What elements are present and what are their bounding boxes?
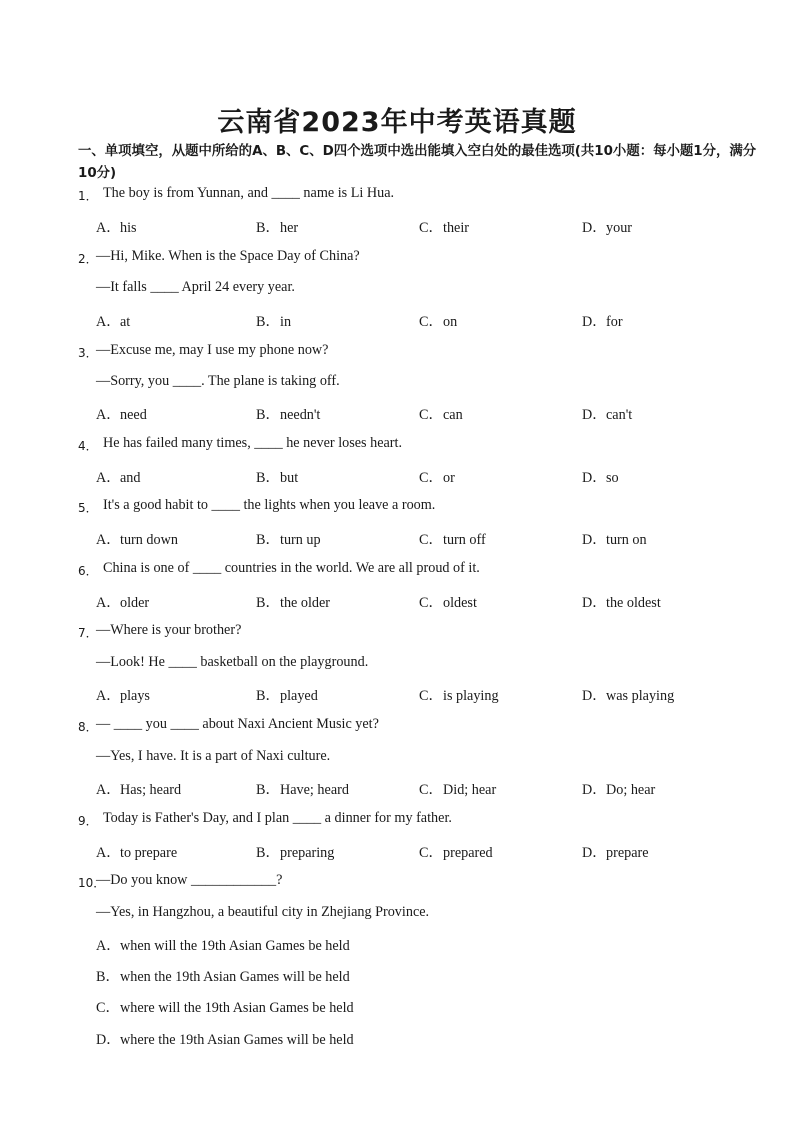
option-letter: C．: [419, 407, 443, 423]
option-text: Did; hear: [443, 782, 497, 798]
question-number: 9．: [78, 814, 98, 828]
option-a: [96, 935, 350, 955]
option-text: but: [280, 470, 299, 486]
option-letter: B．: [256, 688, 280, 704]
option-d: [582, 842, 649, 862]
option-text: at: [120, 314, 131, 330]
option-c: [419, 467, 455, 487]
dialogue-line: —Yes, in Hangzhou, a beautiful city in Zhejiang Province.: [96, 904, 430, 920]
option-b: [256, 467, 298, 487]
option-a: [96, 592, 149, 612]
option-c: [419, 685, 499, 705]
option-c: [419, 529, 486, 549]
option-letter: D．: [582, 314, 607, 330]
section-heading: 一、单项填空，从题中所给的A、B、C、D四个选项中选出能填入空白处的最佳选项(共10小题：每小题1分，满分10分): [78, 144, 757, 181]
option-text: turn on: [606, 532, 647, 548]
option-letter: D．: [582, 595, 607, 611]
option-c: [96, 997, 354, 1017]
option-d: [582, 529, 647, 549]
option-letter: B．: [256, 845, 280, 861]
option-text: where the 19th Asian Games will be held: [120, 1032, 354, 1048]
option-text: prepare: [606, 845, 649, 861]
question-text: The boy is from Yunnan, and ____ name is Li Hua.: [103, 185, 395, 201]
dialogue-line: —Sorry, you ____. The plane is taking off.: [96, 373, 340, 389]
option-letter: A．: [96, 938, 121, 954]
option-letter: C．: [96, 1000, 120, 1016]
option-letter: A．: [96, 407, 121, 423]
question-text: Today is Father's Day, and I plan ____ a dinner for my father.: [103, 810, 452, 826]
option-text: can't: [606, 407, 633, 423]
option-text: prepared: [443, 845, 493, 861]
option-a: [96, 467, 141, 487]
option-c: [419, 217, 469, 237]
option-text: and: [120, 470, 141, 486]
option-text: her: [280, 220, 299, 236]
option-text: turn up: [280, 532, 321, 548]
question-number: 8．: [78, 720, 98, 734]
option-letter: A．: [96, 688, 121, 704]
option-letter: A．: [96, 470, 121, 486]
option-a: [96, 842, 177, 862]
option-letter: A．: [96, 782, 121, 798]
option-letter: A．: [96, 532, 121, 548]
option-letter: D．: [582, 845, 607, 861]
option-letter: D．: [582, 532, 607, 548]
option-c: [419, 404, 463, 424]
option-text: where will the 19th Asian Games be held: [120, 1000, 354, 1016]
option-text: for: [606, 314, 623, 330]
option-text: can: [443, 407, 463, 423]
option-letter: C．: [419, 688, 443, 704]
page-title: 云南省2023年中考英语真题: [217, 107, 577, 138]
option-letter: B．: [256, 407, 280, 423]
option-letter: D．: [96, 1032, 121, 1048]
option-letter: A．: [96, 220, 121, 236]
question-number: 7．: [78, 626, 98, 640]
option-text: was playing: [606, 688, 675, 704]
option-d: [582, 217, 632, 237]
option-d: [582, 779, 655, 799]
option-text: on: [443, 314, 458, 330]
option-text: need: [120, 407, 147, 423]
option-text: the oldest: [606, 595, 661, 611]
option-d: [582, 592, 661, 612]
option-text: turn off: [443, 532, 486, 548]
question-number: 6．: [78, 564, 98, 578]
option-text: Has; heard: [120, 782, 182, 798]
option-b: [256, 404, 320, 424]
option-text: to prepare: [120, 845, 178, 861]
option-text: in: [280, 314, 292, 330]
option-text: his: [120, 220, 137, 236]
option-letter: B．: [256, 595, 280, 611]
option-text: plays: [120, 688, 150, 704]
option-letter: C．: [419, 782, 443, 798]
question-number: 1．: [78, 189, 98, 203]
option-d: [582, 311, 623, 331]
option-a: [96, 779, 181, 799]
option-a: [96, 311, 130, 331]
option-a: [96, 529, 178, 549]
option-letter: B．: [256, 314, 280, 330]
question-number: 5．: [78, 501, 98, 515]
option-text: so: [606, 470, 619, 486]
option-b: [96, 966, 350, 986]
option-b: [256, 217, 298, 237]
option-c: [419, 842, 493, 862]
option-letter: C．: [419, 845, 443, 861]
option-d: [582, 467, 619, 487]
option-letter: C．: [419, 595, 443, 611]
option-text: when the 19th Asian Games will be held: [120, 969, 350, 985]
option-letter: B．: [256, 220, 280, 236]
option-letter: B．: [256, 470, 280, 486]
option-b: [256, 779, 349, 799]
question-text: —Excuse me, may I use my phone now?: [96, 342, 329, 358]
option-b: [256, 685, 318, 705]
option-letter: A．: [96, 845, 121, 861]
option-d: [96, 1029, 354, 1049]
option-letter: C．: [419, 220, 443, 236]
dialogue-line: —Look! He ____ basketball on the playground.: [96, 654, 369, 670]
option-letter: C．: [419, 470, 443, 486]
option-text: your: [606, 220, 633, 236]
option-text: preparing: [280, 845, 335, 861]
option-c: [419, 311, 457, 331]
option-a: [96, 685, 150, 705]
option-text: played: [280, 688, 318, 704]
question-text: —Do you know ____________?: [96, 872, 283, 888]
option-text: their: [443, 220, 469, 236]
option-letter: D．: [582, 782, 607, 798]
option-letter: B．: [256, 532, 280, 548]
option-text: needn't: [280, 407, 321, 423]
option-letter: D．: [582, 470, 607, 486]
question-number: 2．: [78, 252, 98, 266]
option-text: when will the 19th Asian Games be held: [120, 938, 350, 954]
option-letter: A．: [96, 314, 121, 330]
option-text: turn down: [120, 532, 178, 548]
option-letter: A．: [96, 595, 121, 611]
option-b: [256, 529, 321, 549]
option-letter: C．: [419, 532, 443, 548]
option-letter: D．: [582, 407, 607, 423]
option-letter: B．: [96, 969, 120, 985]
option-a: [96, 217, 137, 237]
question-text: —Where is your brother?: [96, 622, 242, 638]
option-d: [582, 404, 632, 424]
question-number: 4．: [78, 439, 98, 453]
option-text: the older: [280, 595, 331, 611]
question-text: It's a good habit to ____ the lights when you leave a room.: [103, 497, 436, 513]
question-text: He has failed many times, ____ he never loses heart.: [103, 435, 403, 451]
option-c: [419, 592, 477, 612]
question-number: 3．: [78, 346, 98, 360]
option-text: or: [443, 470, 455, 486]
option-b: [256, 842, 334, 862]
option-letter: D．: [582, 688, 607, 704]
option-b: [256, 311, 291, 331]
option-text: older: [120, 595, 150, 611]
option-letter: C．: [419, 314, 443, 330]
option-b: [256, 592, 330, 612]
option-c: [419, 779, 496, 799]
question-number: 10．: [78, 876, 106, 890]
dialogue-line: —Yes, I have. It is a part of Naxi culture.: [96, 748, 331, 764]
question-text: — ____ you ____ about Naxi Ancient Music yet?: [96, 716, 379, 732]
option-text: oldest: [443, 595, 477, 611]
option-a: [96, 404, 147, 424]
question-text: —Hi, Mike. When is the Space Day of China?: [96, 248, 360, 264]
option-d: [582, 685, 674, 705]
option-text: is playing: [443, 688, 499, 704]
option-letter: D．: [582, 220, 607, 236]
option-text: Have; heard: [280, 782, 349, 798]
dialogue-line: —It falls ____ April 24 every year.: [96, 279, 295, 295]
option-letter: B．: [256, 782, 280, 798]
option-text: Do; hear: [606, 782, 656, 798]
question-text: China is one of ____ countries in the world. We are all proud of it.: [103, 560, 480, 576]
